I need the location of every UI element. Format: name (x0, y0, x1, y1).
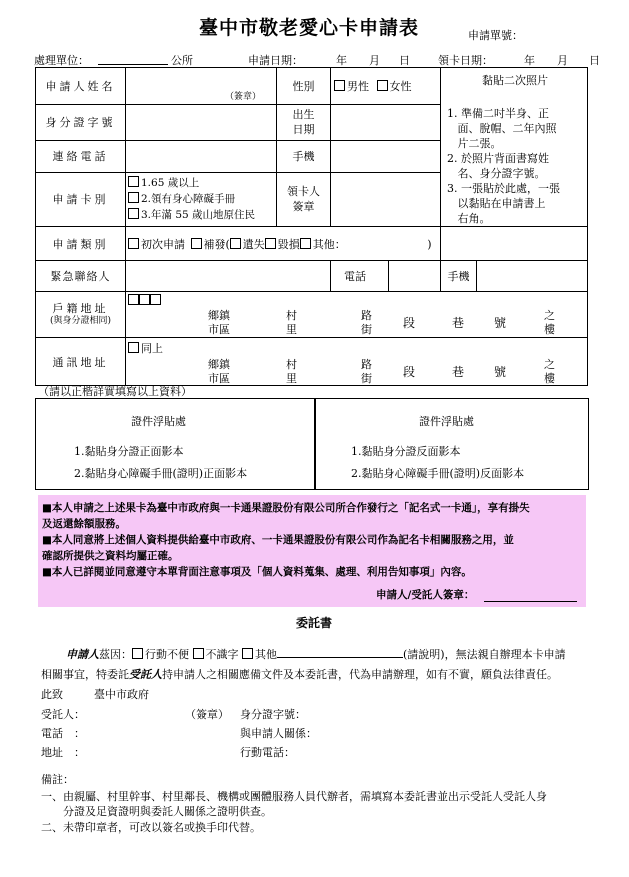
reissue-checkbox[interactable] (191, 238, 202, 249)
gender-options (331, 68, 441, 105)
trustee-label: 受託人： (41, 708, 85, 721)
household-town: 鄉鎮 (208, 309, 230, 322)
household-label-text: 戶籍地址 (52, 301, 109, 315)
household-street: 街 (361, 323, 372, 336)
other-checkbox[interactable] (300, 238, 311, 249)
mobile-label: 手機 (277, 141, 331, 172)
household-of: 之 (544, 309, 555, 322)
proxy-trustee-bold: 受託人 (129, 668, 162, 681)
gender-label: 性別 (277, 68, 331, 105)
birth-date-field[interactable] (331, 104, 441, 141)
card-type-label: 申請卡別 (36, 172, 126, 226)
household-floor: 樓 (544, 323, 555, 336)
mailing-lane: 巷 (452, 365, 465, 379)
trustee-mobile-label: 行動電話： (240, 746, 295, 759)
remarks-line-2: 分證及足資證明與委託人關係之證明供查。 (41, 805, 272, 818)
photo-note-7: 以黏貼在申請書上 (447, 197, 546, 210)
mailing-street: 街 (361, 372, 372, 385)
male-label: 男性 (347, 79, 369, 93)
id-paste-right-title: 證件浮貼處 (419, 415, 474, 428)
proxy-applicant-label: 申請人 (66, 648, 99, 661)
mobile-field[interactable] (331, 141, 441, 172)
card-option-1-checkbox[interactable] (128, 176, 139, 187)
mailing-floor: 樓 (544, 372, 555, 385)
trustee-id-label: 身分證字號： (240, 708, 306, 721)
other-label: 其他： (312, 237, 346, 251)
proxy-to-target: 臺中市政府 (94, 688, 149, 701)
household-address-field[interactable] (126, 292, 588, 338)
fill-instruction-note: （請以正楷詳實填寫以上資料） (38, 385, 192, 398)
emergency-tel-field[interactable] (388, 261, 440, 291)
mailing-village: 村 (286, 358, 297, 371)
application-form-table (35, 67, 588, 386)
female-label: 女性 (389, 79, 412, 93)
phone-label: 連絡電話 (36, 141, 126, 172)
damaged-checkbox[interactable] (265, 238, 276, 249)
card-option-1-label: 1.65 歲以上 (141, 177, 200, 190)
reason-disabled-label: 行動不便 (145, 648, 189, 661)
proxy-statement-b: 持申請人之相關應備文件及本委託書，代為申請辦理，如有不實，願負法律責任。 (162, 668, 558, 681)
emergency-mobile-field[interactable] (477, 261, 588, 292)
proxy-reason-text: 茲因： (99, 648, 132, 661)
receive-day-label: 日 (589, 54, 600, 67)
applicant-name-field[interactable] (126, 68, 277, 105)
id-paste-right[interactable] (314, 398, 589, 490)
household-li: 里 (286, 323, 297, 336)
household-district: 市區 (208, 323, 230, 336)
id-paste-left-item-1: 1.黏貼身分證正面影本 (74, 445, 184, 458)
id-paste-left[interactable] (35, 398, 316, 490)
household-address-label (36, 292, 126, 338)
trustee-phone-label: 電話 ： (41, 727, 85, 740)
postal-box-1[interactable] (128, 294, 139, 305)
mailing-section: 段 (403, 365, 416, 379)
notice-line-5: ■本人已詳閱並同意遵守本單背面注意事項及「個人資料蒐集、處理、利用告知事項」內容。 (42, 566, 472, 578)
emergency-contact-label: 緊急聯絡人 (36, 261, 126, 292)
household-section: 段 (403, 316, 416, 330)
apply-date-label: 申請日期： (248, 54, 303, 67)
card-option-2-label: 2.領有身心障礙手冊 (141, 193, 236, 206)
emergency-tel-cell (331, 261, 441, 292)
emergency-contact-field[interactable] (126, 261, 331, 292)
office-label: 公所 (171, 54, 193, 67)
same-as-above-checkbox[interactable] (128, 342, 139, 353)
birth-label-line2: 日期 (292, 123, 315, 137)
birth-label-line1: 出生 (292, 108, 315, 122)
photo-note-1: 1. 準備二吋半身、正 (447, 107, 549, 120)
id-paste-right-item-1: 1.黏貼身分證反面影本 (351, 445, 461, 458)
signature-line[interactable] (484, 589, 577, 602)
trustee-address-label: 地址 ： (41, 746, 85, 759)
proxy-reason-line (66, 646, 566, 662)
reason-illiterate-label: 不識字 (205, 648, 239, 661)
mailing-address-label: 通訊地址 (36, 338, 126, 386)
page-title: 臺中市敬老愛心卡申請表 (199, 17, 420, 39)
reason-other-checkbox[interactable] (242, 648, 253, 659)
notice-line-4: 確認所提供之資料均屬正確。 (42, 550, 179, 562)
id-paste-right-item-2: 2.黏貼身心障礙手冊(證明)反面影本 (351, 467, 525, 480)
apply-type-close: ) (427, 237, 432, 251)
photo-note-8: 右角。 (447, 212, 491, 225)
household-label-sub: (與身分證相同) (49, 315, 112, 326)
reason-illiterate-checkbox[interactable] (193, 648, 204, 659)
phone-field[interactable] (126, 141, 277, 172)
photo-note-3: 片二張。 (447, 137, 502, 150)
household-village: 村 (286, 309, 297, 322)
id-paste-left-title: 證件浮貼處 (131, 415, 186, 428)
mailing-road: 路 (361, 358, 372, 371)
trustee-relation-label: 與申請人關係： (240, 727, 317, 740)
reason-other-field[interactable] (277, 646, 403, 658)
notice-line-2: 及返還餘額服務。 (42, 518, 126, 530)
id-number-label: 身分證字號 (36, 104, 126, 141)
lost-label: 遺失 (242, 237, 265, 251)
mailing-li: 里 (286, 372, 297, 385)
proxy-letter-title: 委託書 (296, 616, 333, 630)
id-number-field[interactable] (126, 104, 277, 141)
postal-box-2[interactable] (139, 294, 150, 305)
receive-month-label: 月 (557, 54, 568, 67)
birth-date-label (277, 104, 331, 141)
damaged-label: 毀損 (277, 237, 300, 251)
apply-type-blank (441, 227, 588, 261)
photo-note-4: 2. 於照片背面書寫姓 (447, 152, 549, 165)
remarks-line-3: 二、未帶印章者，可改以簽名或換手印代替。 (41, 821, 261, 834)
mailing-of: 之 (544, 358, 555, 371)
household-road: 路 (361, 309, 372, 322)
household-number: 號 (494, 316, 507, 330)
card-option-3-label: 3.年滿 55 歲山地原住民 (141, 209, 256, 222)
notice-line-1: ■本人申請之上述果卡為臺中市政府與一卡通果證股份有限公司所合作發行之「記名式一卡通」，享有掛失 (42, 502, 530, 514)
emergency-mobile-label: 手機 (441, 261, 477, 292)
male-checkbox[interactable] (334, 80, 345, 91)
first-apply-checkbox[interactable] (128, 238, 139, 249)
name-seal-hint: （簽章） (224, 91, 261, 102)
postal-box-3[interactable] (150, 294, 161, 305)
reason-other-label: 其他 (255, 648, 277, 661)
reason-explain-text: (請說明)，無法親自辦理本卡申請 (403, 648, 566, 661)
remarks-title: 備註： (41, 773, 74, 786)
emergency-tel-label: 電話 (344, 270, 366, 283)
apply-month-label: 月 (369, 54, 380, 67)
lost-checkbox[interactable] (230, 238, 241, 249)
processing-unit-label: 處理單位： (34, 54, 89, 67)
card-option-3-checkbox[interactable] (128, 208, 139, 219)
photo-title: 黏貼二次照片 (482, 74, 548, 87)
signature-label: 申請人/受託人簽章： (376, 589, 475, 601)
photo-note-2: 面、脫帽、二年內照 (447, 122, 557, 135)
receiver-signature-field[interactable] (331, 172, 441, 226)
household-lane: 巷 (452, 316, 465, 330)
mailing-address-field[interactable] (126, 338, 588, 386)
applicant-name-label: 申請人姓名 (36, 68, 126, 105)
card-option-2-checkbox[interactable] (128, 192, 139, 203)
proxy-statement-line (41, 666, 558, 682)
photo-note-5: 名、身分證字號。 (447, 167, 546, 180)
proxy-to-label: 此致 (41, 688, 63, 701)
mailing-town: 鄉鎮 (208, 358, 230, 371)
reason-disabled-checkbox[interactable] (132, 648, 143, 659)
notice-line-3: ■本人同意將上述個人資料提供給臺中市政府、一卡通果證股份有限公司作為記名卡相關服務之用，並 (42, 534, 514, 546)
photo-area[interactable] (441, 68, 588, 227)
consent-notice (38, 495, 586, 607)
same-as-above-label: 同上 (141, 342, 163, 355)
remarks-line-1: 一、由親屬、村里幹事、村里鄰長、機構或團體服務人員代辦者，需填寫本委託書並出示受託人受託人身 (41, 790, 547, 803)
apply-year-label: 年 (336, 54, 347, 67)
application-number-label: 申請單號： (468, 29, 523, 42)
mailing-number: 號 (494, 365, 507, 379)
receiver-label-line2: 簽章 (292, 200, 315, 214)
id-paste-left-item-2: 2.黏貼身心障礙手冊(證明)正面影本 (74, 467, 248, 480)
receiver-signature-label (277, 172, 331, 226)
trustee-seal-hint: （簽章） (185, 708, 229, 721)
mailing-district: 市區 (208, 372, 230, 385)
apply-type-label: 申請類別 (36, 227, 126, 261)
processing-unit-field[interactable] (98, 52, 168, 65)
apply-day-label: 日 (399, 54, 410, 67)
reissue-label: 補發( (203, 237, 230, 251)
female-checkbox[interactable] (377, 80, 388, 91)
card-type-options (126, 172, 277, 226)
receiver-label-line1: 領卡人 (287, 185, 320, 199)
first-apply-label: 初次申請 (141, 237, 185, 251)
apply-type-options (126, 227, 441, 261)
receive-date-label: 領卡日期： (438, 54, 493, 67)
proxy-statement-a: 相關事宜，特委託 (41, 668, 129, 681)
receive-year-label: 年 (524, 54, 535, 67)
photo-note-6: 3. 一張貼於此處，一張 (447, 182, 560, 195)
